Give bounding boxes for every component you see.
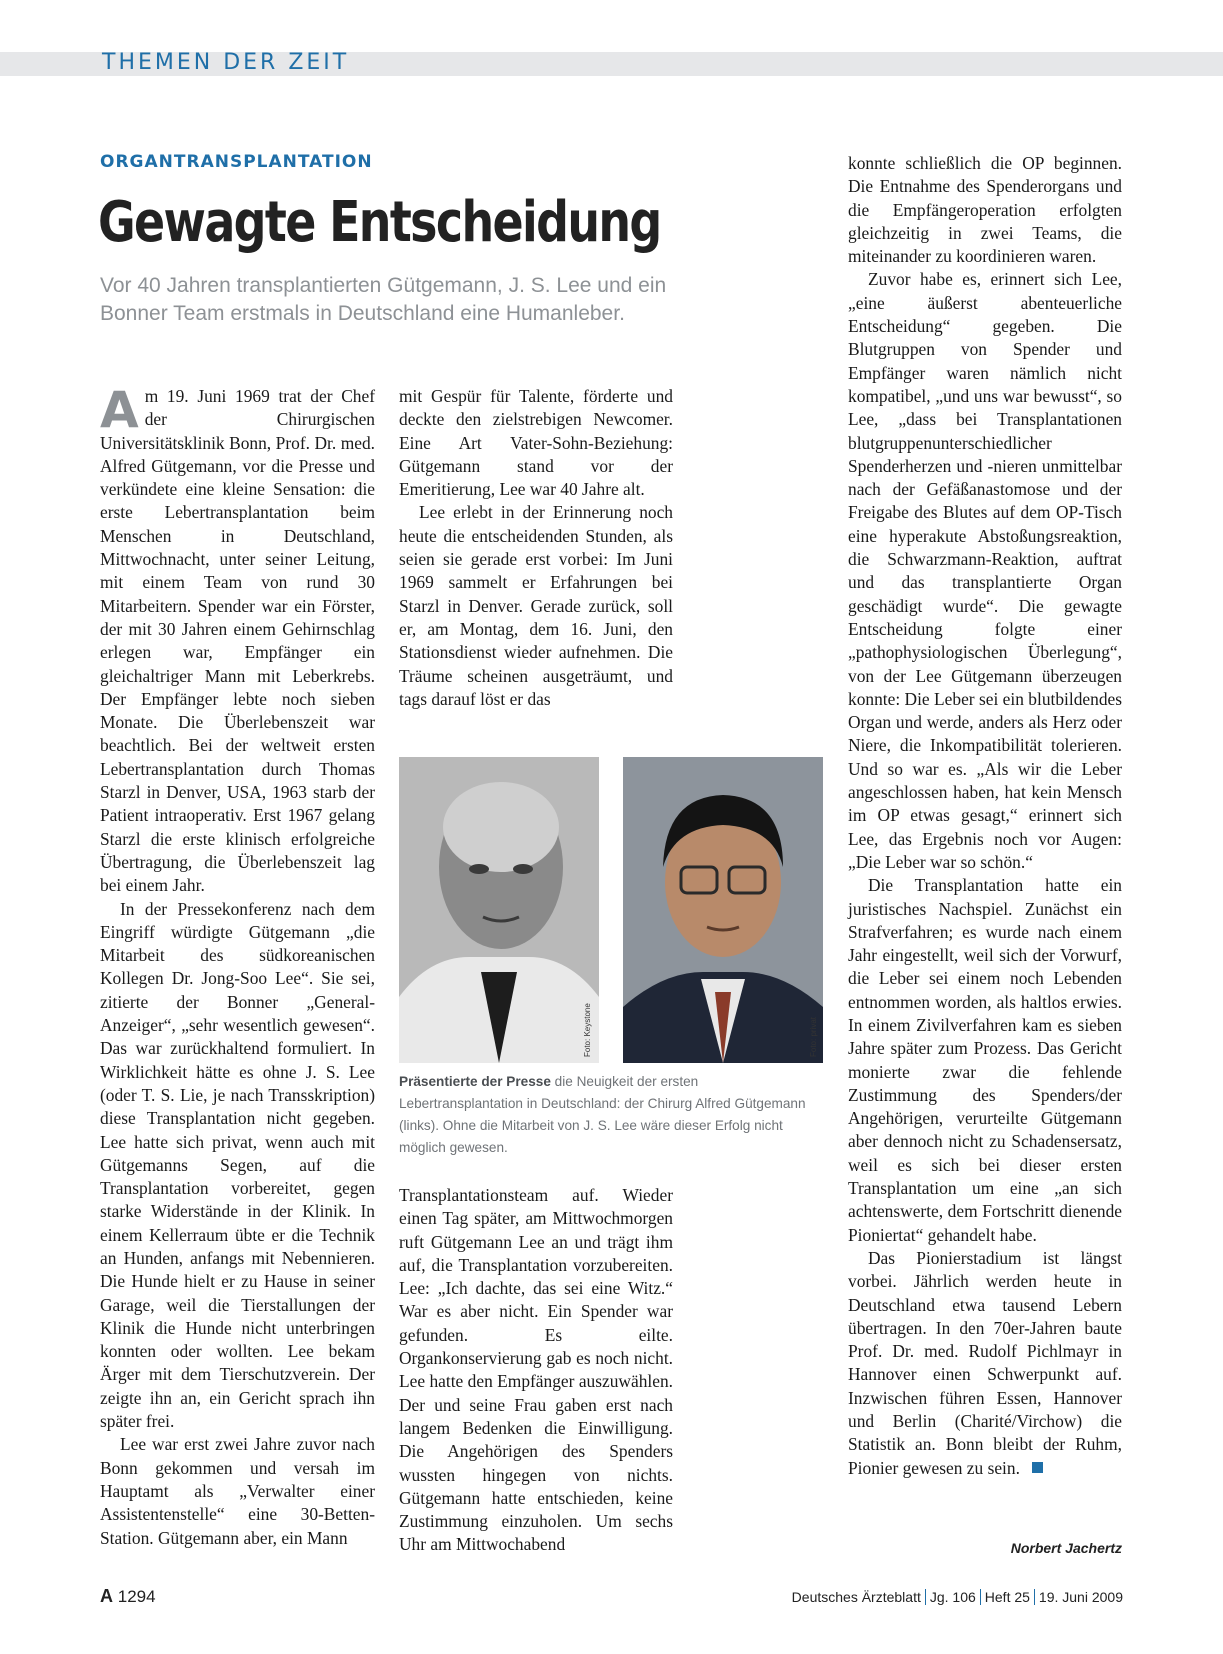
journal-footer xyxy=(792,1589,1123,1605)
photo-credit-left: Foto: Keystone xyxy=(583,1003,592,1057)
photo-guetgemann xyxy=(399,757,599,1063)
paragraph: Transplantationsteam auf. Wieder einen Tag später, am Mittwochmorgen ruft Gütgemann Lee an und trägt ihm auf, die Transplantation vorzubereiten. Lee: „Ich dachte, das sei eine Witz.“ War es aber nicht. Ein Spender war gefunden. Es eilte. Organkonservierung gab es noch nicht. Lee hatte den Empfänger auszuwählen. Der und seine Frau gaben erst nach langem Bedenken die Einwilligung. Die Angehörigen des Spenders wussten hingegen von nichts. Gütgemann hatte entschieden, keine Zustimmung einzuholen. Um sechs Uhr am Mittwochabend xyxy=(399,1185,673,1555)
portrait-left-image xyxy=(399,757,599,1063)
photo-lee xyxy=(623,757,823,1063)
caption-text: die Neuigkeit der ersten Lebertransplantation in Deutschland: der Chirurg Alfred Gütgemann (links). Ohne die Mitarbeit von J. S. Lee wäre dieser Erfolg nicht möglich gewesen. xyxy=(399,1074,806,1155)
paragraph xyxy=(848,1247,1122,1480)
column-1 xyxy=(100,381,375,1550)
column-2-top xyxy=(399,385,673,711)
headline: Gewagte Entscheidung xyxy=(98,190,661,255)
caption-lead: Präsentierte der Presse xyxy=(399,1074,551,1089)
journal-volume: Jg. 106 xyxy=(929,1589,976,1605)
footer-divider xyxy=(980,1589,981,1605)
journal-name: Deutsches Ärzteblatt xyxy=(791,1589,921,1605)
section-title: THEMEN DER ZEIT xyxy=(102,50,350,75)
column-3 xyxy=(848,152,1122,1480)
paragraph: Zuvor habe es, erinnert sich Lee, „eine äußerst abenteuerliche Entscheidung“ gegeben. Die Blutgruppen von Spender und Empfänger waren nämlich nicht kompatibel, „und uns war bewusst“, so Lee, „dass bei Transplantationen blutgruppenunterschiedlicher Spenderherzen und -nieren unmittelbar nach der Gefäßanastomose und der Freigabe des Blutes auf dem OP-Tisch eine hyperakute Abstoßungsreaktion, die Schwarzmann-Reaktion, auftrat und das transplantierte Organ geschädigt wurde“. Die gewagte Entscheidung folgte einer „pathophysiologischen Überlegung“, von der Lee Gütgemann überzeugen konnte: Die Leber sei ein blutbildendes Organ und werde, anders als Herz oder Niere, die Inkompatibilität tolerieren. Und so war es. „Als wir die Leber angeschlossen haben, hat kein Mensch im OP etwas gesagt,“ erinnert sich Lee, das Ergebnis noch vor Augen: „Die Leber war so schön.“ xyxy=(848,269,1122,872)
photo-caption xyxy=(399,1071,824,1159)
paragraph: Die Transplantation hatte ein juristisches Nachspiel. Zunächst ein Strafverfahren; es wurde nach einem Jahr eingestellt, weil sich der Vorwurf, die Leber sei einem noch Lebenden entnommen worden, als haltlos erwies. In einem Zivilverfahren kam es sieben Jahre später zum Prozess. Das Gericht monierte zwar die fehlende Zustimmung des Spenders/der Angehörigen, verurteilte Gütgemann aber dennoch nicht zu Schadensersatz, weil es sich bei dieser ersten Transplantation um eine „an sich achtenswerte, dem Fortschritt dienende Pioniertat“ gehandelt habe. xyxy=(848,875,1122,1245)
page-number-value: 1294 xyxy=(117,1587,156,1606)
paragraph: mit Gespür für Talente, förderte und deckte den zielstrebigen Newcomer. Eine Art Vater-Sohn-Beziehung: Gütgemann stand vor der Emeritierung, Lee war 40 Jahre alt. xyxy=(399,386,673,500)
author: Norbert Jachertz xyxy=(1010,1540,1122,1556)
subtitle: Vor 40 Jahren transplantierten Gütgemann, J. S. Lee und ein Bonner Team erstmals in Deutschland eine Humanleber. xyxy=(100,274,667,325)
paragraph: Lee erlebt in der Erinnerung noch heute die entscheidenden Stunden, als seien sie gerade erst vorbei: Im Juni 1969 sammelt er Erfahrungen bei Starzl in Denver. Gerade zurück, soll er, am Montag, dem 16. Juni, den Stationsdienst wieder aufnehmen. Die Träume scheinen ausgeträumt, und tags darauf löst er das xyxy=(399,502,673,709)
footer-divider xyxy=(925,1589,926,1605)
journal-issue: Heft 25 xyxy=(984,1589,1030,1605)
paragraph: Lee war erst zwei Jahre zuvor nach Bonn gekommen und versah im Hauptamt als „Verwalter einer Assistentenstelle“ eine 30-Betten-Station. Gütgemann aber, ein Mann xyxy=(100,1434,375,1548)
paragraph: konnte schließlich die OP beginnen. Die Entnahme des Spenderorgans und die Empfängeroperation erfolgten gleichzeitig in zwei Teams, die miteinander zu koordinieren waren. xyxy=(848,153,1122,267)
rubric: ORGANTRANSPLANTATION xyxy=(100,152,373,172)
photo-credit-right: Foto: privat xyxy=(809,1016,818,1057)
footer-divider xyxy=(1034,1589,1035,1605)
journal-date: 19. Juni 2009 xyxy=(1038,1589,1123,1605)
drop-cap: A xyxy=(100,381,139,439)
paragraph-text: m 19. Juni 1969 trat der Chef der Chirurgischen Universitätsklinik Bonn, Prof. Dr. med. Alfred Gütgemann, vor die Presse und verkündete eine kleine Sensation: die erste Lebertransplantation beim Menschen in Deutschland, Mittwochnacht, unter seiner Leitung, mit einem Team von rund 30 Mitarbeitern. Spender war ein Förster, der mit 30 Jahren einem Gehirnschlag erlegen war, Empfänger ein gleichaltriger Mann mit Leberkrebs. Der Empfänger lebte noch sieben Monate. Die Überlebenszeit war beachtlich. Bei der weltweit ersten Lebertransplantation durch Thomas Starzl in Denver, USA, 1963 starb der Patient intraoperativ. Erst 1967 gelang Starzl die erste klinisch erfolgreiche Übertragung, die Überlebenszeit lag bei einem Jahr. xyxy=(100,386,375,896)
paragraph-text: Das Pionierstadium ist längst vorbei. Jährlich werden heute in Deutschland etwa tausend Lebern übertragen. In den 70er-Jahren baute Prof. Dr. med. Rudolf Pichlmayr in Hannover einen Schwerpunkt auf. Inzwischen führen Essen, Hannover und Berlin (Charité/Virchow) die Statistik an. Bonn bleibt der Ruhm, Pionier gewesen zu sein. xyxy=(848,1247,1122,1478)
page-prefix: A xyxy=(100,1586,113,1606)
column-2-bottom xyxy=(399,1184,673,1557)
end-mark-icon xyxy=(1032,1462,1043,1473)
portrait-right-image xyxy=(623,757,823,1063)
paragraph xyxy=(100,381,375,898)
page-number xyxy=(100,1586,156,1607)
paragraph: In der Pressekonferenz nach dem Eingriff würdigte Gütgemann „die Mitarbeit des südkoreanischen Kollegen Dr. Jong-Soo Lee“. Sie sei, zitierte der Bonner „General-Anzeiger“, „sehr wesentlich gewesen“. Das war zurückhaltend formuliert. In Wirklichkeit hätte es ohne J. S. Lee (oder T. S. Lie, je nach Transskription) diese Transplantation nicht gegeben. Lee hatte sich privat, wenn auch mit Gütgemanns Segen, auf die Transplantation vorbereitet, gegen starke Widerstände in der Klinik. In einem Kellerraum übte er die Technik an Hunden, anfangs mit Nebennieren. Die Hunde hielt er zu Hause in seiner Garage, weil die Tierstallungen der Klinik die Hunde nicht unterbringen konnten oder wollten. Lee bekam Ärger mit dem Tierschutzverein. Der zeigte ihn an, ein Gericht sprach ihn später frei. xyxy=(100,898,375,1432)
